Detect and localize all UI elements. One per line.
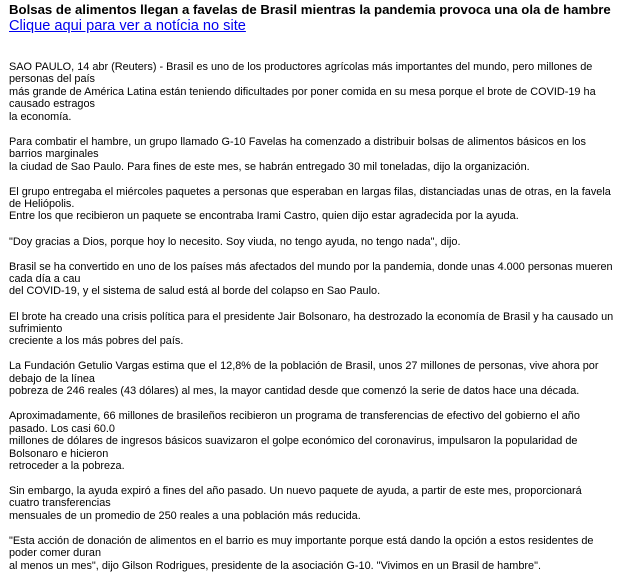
article-paragraph: SAO PAULO, 14 abr (Reuters) - Brasil es uno de los productores agrícolas más importantes del mundo, pero millones de personas del país más grande de América Latina están teniendo dificultades por poner comida en su mesa porque el brote de COVID-19 ha causado estragos la economía. [9,61,596,123]
article-body [9,61,629,572]
article-paragraph: La Fundación Getulio Vargas estima que el 12,8% de la población de Brasil, unos 27 millones de personas, vive ahora por debajo de la línea pobreza de 246 reales (43 dólares) al mes, la mayor cantidad desde que comenzó la serie de datos hace una década. [9,360,599,398]
article-paragraph: Aproximadamente, 66 millones de brasileños recibieron un programa de transferencias de efectivo del gobierno el año pasado. Los casi 60.0 millones de dólares de ingresos básicos suavizaron el golpe económico del coronavirus, impulsaron la popularidad de Bolsonaro e hicieron retroceder a la pobreza. [9,410,580,472]
article-paragraph: Para combatir el hambre, un grupo llamado G-10 Favelas ha comenzado a distribuir bolsas de alimentos básicos en los barrios marginales la ciudad de Sao Paulo. Para fines de este mes, se habrán entregado 30 mil toneladas, dijo la organización. [9,135,586,173]
article-paragraph: "Esta acción de donación de alimentos en el barrio es muy importante porque está dando la opción a estos residentes de poder comer duran al menos un mes", dijo Gilson Rodrigues, presidente de la asociación G-10. "Vivimos en un Brasil de hambre". [9,534,594,572]
article-paragraph: El grupo entregaba el miércoles paquetes a personas que esperaban en largas filas, distanciadas unas de otras, en la favela de Heliópolis. Entre los que recibieron un paquete se encontraba Irami Castro, quien dijo estar agradecida por la ayuda. [9,185,611,223]
article-paragraph: Brasil se ha convertido en uno de los países más afectados del mundo por la pandemia, donde unas 4.000 personas mueren cada día a cau del COVID-19, y el sistema de salud está al borde del colapso en Sao Paulo. [9,260,613,298]
article-headline: Bolsas de alimentos llegan a favelas de Brasil mientras la pandemia provoca una ola de hambre [9,2,611,17]
article-paragraph: "Doy gracias a Dios, porque hoy lo necesito. Soy viuda, no tengo ayuda, no tengo nada", dijo. [9,235,461,248]
article-paragraph: El brote ha creado una crisis política para el presidente Jair Bolsonaro, ha destrozado la economía de Brasil y ha causado un sufrimiento creciente a los más pobres del país. [9,310,614,348]
article-page [9,0,629,585]
article-paragraph: Sin embargo, la ayuda expiró a fines del año pasado. Un nuevo paquete de ayuda, a partir de este mes, proporcionará cuatro transferencias mensuales de un promedio de 250 reales a una población más reducida. [9,485,582,522]
view-on-site-link[interactable]: Clique aqui para ver a notícia no site [9,18,246,34]
